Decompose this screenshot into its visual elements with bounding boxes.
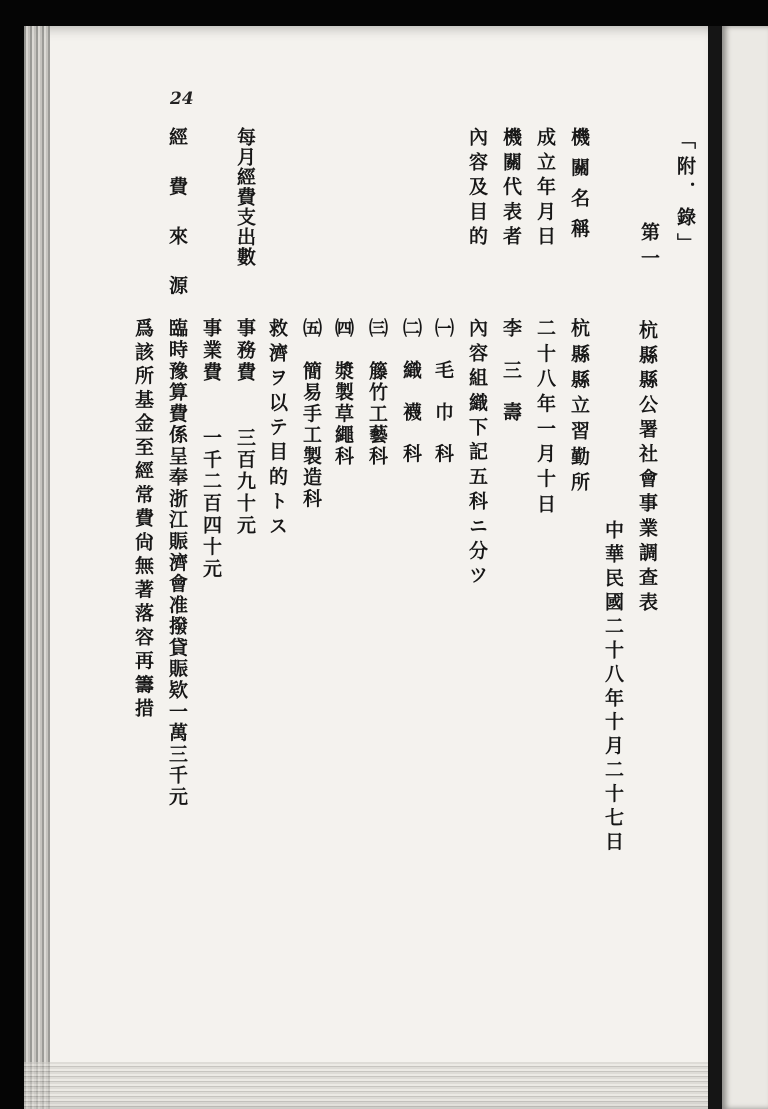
content-intro: 內容組織下記五科ニ分ツ — [466, 318, 488, 590]
section-number: 第一 — [638, 222, 660, 274]
page-number: 24 — [170, 89, 194, 109]
founded-label: 成立年月日 — [534, 127, 556, 251]
rep-label: 機關代表者 — [500, 127, 522, 251]
content-label: 內容及目的 — [466, 127, 488, 251]
monthly-expense-label: 每月經費支出數 — [234, 127, 256, 267]
dept-1: ㈠ 毛 巾 科 — [432, 318, 454, 465]
dept-4: ㈣ 漿製草繩科 — [332, 318, 354, 467]
page-left-edge — [24, 26, 50, 1109]
expense-project: 事業費 一千二百四十元 — [200, 318, 222, 581]
book-spine — [708, 26, 722, 1109]
dept-3: ㈢ 籐竹工藝科 — [366, 318, 388, 467]
next-page-edge — [722, 26, 768, 1109]
funding-line-2: 爲該所基金至經常費尙無著落容再籌措 — [132, 318, 154, 722]
funding-label: 經 費 來 源 — [166, 127, 188, 300]
survey-title: 杭縣縣公署社會事業調查表 — [636, 320, 658, 617]
expense-office: 事務費 三百九十元 — [234, 318, 256, 537]
page-bottom-edge — [24, 1062, 718, 1109]
dept-2: ㈡ 織 襪 科 — [400, 318, 422, 465]
appendix-label: 「附．錄」 — [674, 130, 696, 259]
survey-date: 中華民國二十八年十月二十七日 — [602, 520, 624, 856]
org-name-value: 杭縣縣立習勤所 — [568, 318, 590, 498]
funding-line-1: 臨時豫算費係呈奉浙江賑濟會准撥貸賑欵一萬三千元 — [166, 318, 188, 808]
rep-value: 李 三 壽 — [500, 318, 522, 423]
founded-value: 二十八年一月十日 — [534, 318, 556, 519]
org-name-label: 機關名稱 — [568, 127, 590, 249]
purpose-text: 救濟ヲ以テ目的トス — [266, 318, 288, 541]
dept-5: ㈤ 簡易手工製造科 — [300, 318, 322, 510]
